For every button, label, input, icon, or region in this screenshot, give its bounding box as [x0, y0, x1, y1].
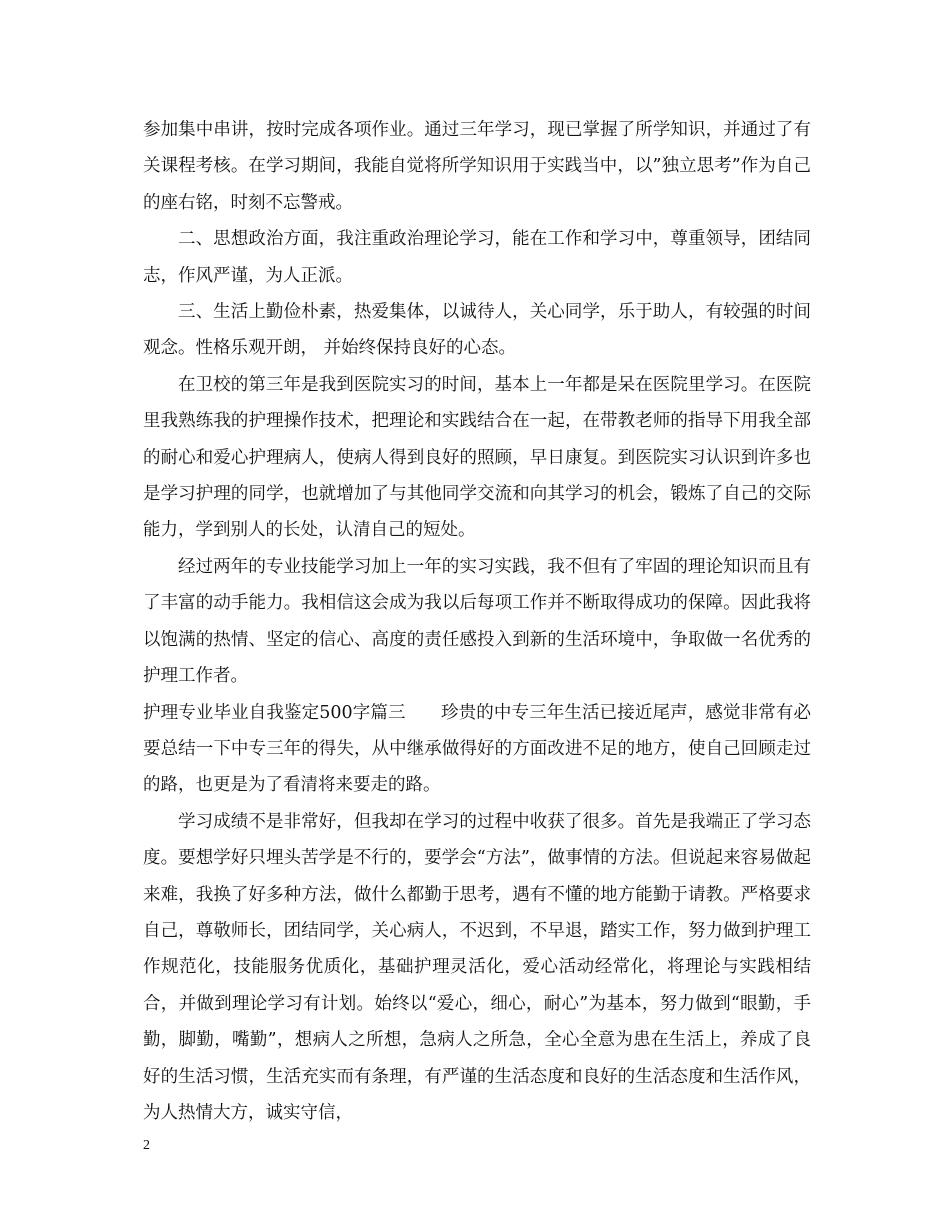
paragraph-1: 参加集中串讲，按时完成各项作业。通过三年学习，现已掌握了所学知识，并通过了有关课程考核。在学习期间，我能自觉将所学知识用于实践当中，以”独立思考”作为自己的座右铭，时刻不忘警戒。: [143, 120, 811, 213]
paragraph-4: 在卫校的第三年是我到医院实习的时间，基本上一年都是呆在医院里学习。在医院里我熟练我的护理操作技术，把理论和实践结合在一起，在带教老师的指导下用我全部的耐心和爱心护理病人，使病人得到良好的照顾，早日康复。到医院实习认识到许多也是学习护理的同学，也就增加了与其他同学交流和向其学习的机会，锻炼了自己的交际能力，学到别人的长处，认清自己的短处。: [143, 374, 811, 541]
page-number: 2: [143, 1138, 150, 1153]
paragraph-7: 学习成绩不是非常好，但我却在学习的过程中收获了很多。首先是我端正了学习态度。要想学好只埋头苦学是不行的，要学会“方法”，做事情的方法。但说起来容易做起来难，我换了好多种方法，做什么都勤于思考，遇有不懂的地方能勤于请教。严格要求自己，尊敬师长，团结同学，关心病人，不迟到，不早退，踏实工作，努力做到护理工作规范化，技能服务优质化，基础护理灵活化，爱心活动经常化，将理论与实践相结合，并做到理论学习有计划。始终以“爱心，细心，耐心”为基本，努力做到“眼勤，手勤，脚勤，嘴勤”，想病人之所想，急病人之所急，全心全意为患在生活上，养成了良好的生活习惯，生活充实而有条理，有严谨的生活态度和良好的生活态度和生活作风，为人热情大方，诚实守信，: [143, 811, 811, 1123]
paragraph-3: 三、生活上勤俭朴素，热爱集体，以诚待人，关心同学，乐于助人，有较强的时间观念。性格乐观开朗， 并始终保持良好的心态。: [143, 302, 811, 359]
paragraph-2: 二、思想政治方面，我注重政治理论学习，能在工作和学习中，尊重领导，团结同志，作风严谨，为人正派。: [143, 229, 811, 286]
document-body: [143, 112, 811, 1131]
paragraph-5: 经过两年的专业技能学习加上一年的实习实践，我不但有了牢固的理论知识而且有了丰富的动手能力。我相信这会成为我以后每项工作并不断取得成功的保障。因此我将以饱满的热情、坚定的信心、高度的责任感投入到新的生活环境中，争取做一名优秀的护理工作者。: [143, 556, 811, 687]
paragraph-6-section-heading: 护理专业毕业自我鉴定500字篇三 珍贵的中专三年生活已接近尾声，感觉非常有必要总结一下中专三年的得失，从中继承做得好的方面改进不足的地方，使自己回顾走过的路，也更是为了看清将来要走的路。: [143, 702, 811, 796]
